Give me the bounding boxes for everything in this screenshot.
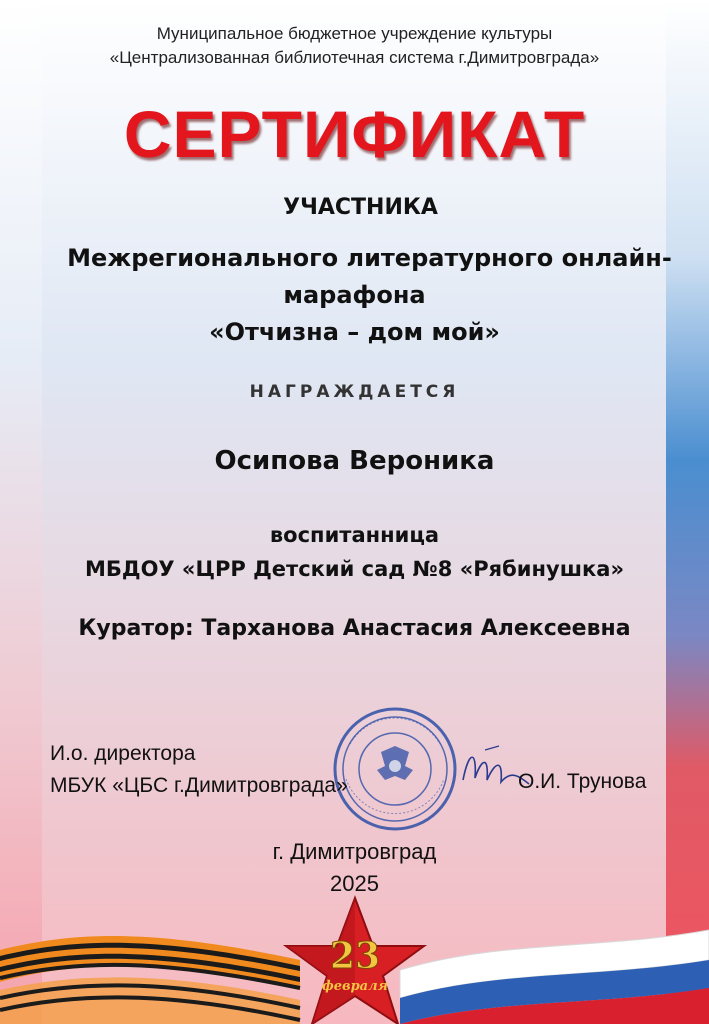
recipient-role: [0, 518, 709, 586]
star-text: февраля: [322, 979, 388, 994]
curator-line: Куратор: Тарханова Анастасия Алексеевна: [78, 616, 631, 641]
position-line-1: И.о. директора: [50, 742, 196, 765]
header-line-2: «Централизованная библиотечная система г.Димитровграда»: [109, 48, 600, 67]
official-stamp: [330, 704, 460, 834]
star-number: 23: [329, 935, 381, 977]
city-name: г. Димитровград: [272, 839, 437, 864]
year: 2025: [330, 871, 379, 896]
recipient-name: Осипова Вероника: [214, 446, 495, 476]
event-line-2: марафона: [283, 281, 426, 309]
st-george-ribbon: [0, 936, 300, 1024]
event-name: [0, 240, 709, 351]
role-line-2: МБДОУ «ЦРР Детский сад №8 «Рябинушка»: [84, 557, 625, 581]
signatory-position: [50, 738, 348, 802]
certificate-title: СЕРТИФИКАТ: [123, 97, 586, 171]
position-line-2: МБУК «ЦБС г.Димитровграда»: [50, 774, 348, 797]
institution-header: [0, 22, 709, 70]
awarded-label: НАГРАЖДАЕТСЯ: [249, 382, 460, 402]
event-line-1: Межрегионального литературного онлайн-: [67, 244, 672, 272]
participant-label: УЧАСТНИКА: [283, 195, 438, 220]
header-line-1: Муниципальное бюджетное учреждение культуры: [156, 24, 553, 43]
signatory-name: О.И. Трунова: [518, 770, 647, 793]
role-line-1: воспитанница: [269, 523, 440, 547]
event-line-3: «Отчизна – дом мой»: [209, 318, 500, 346]
tricolor-ribbon: [400, 930, 709, 1024]
bottom-decoration: [0, 890, 709, 1024]
